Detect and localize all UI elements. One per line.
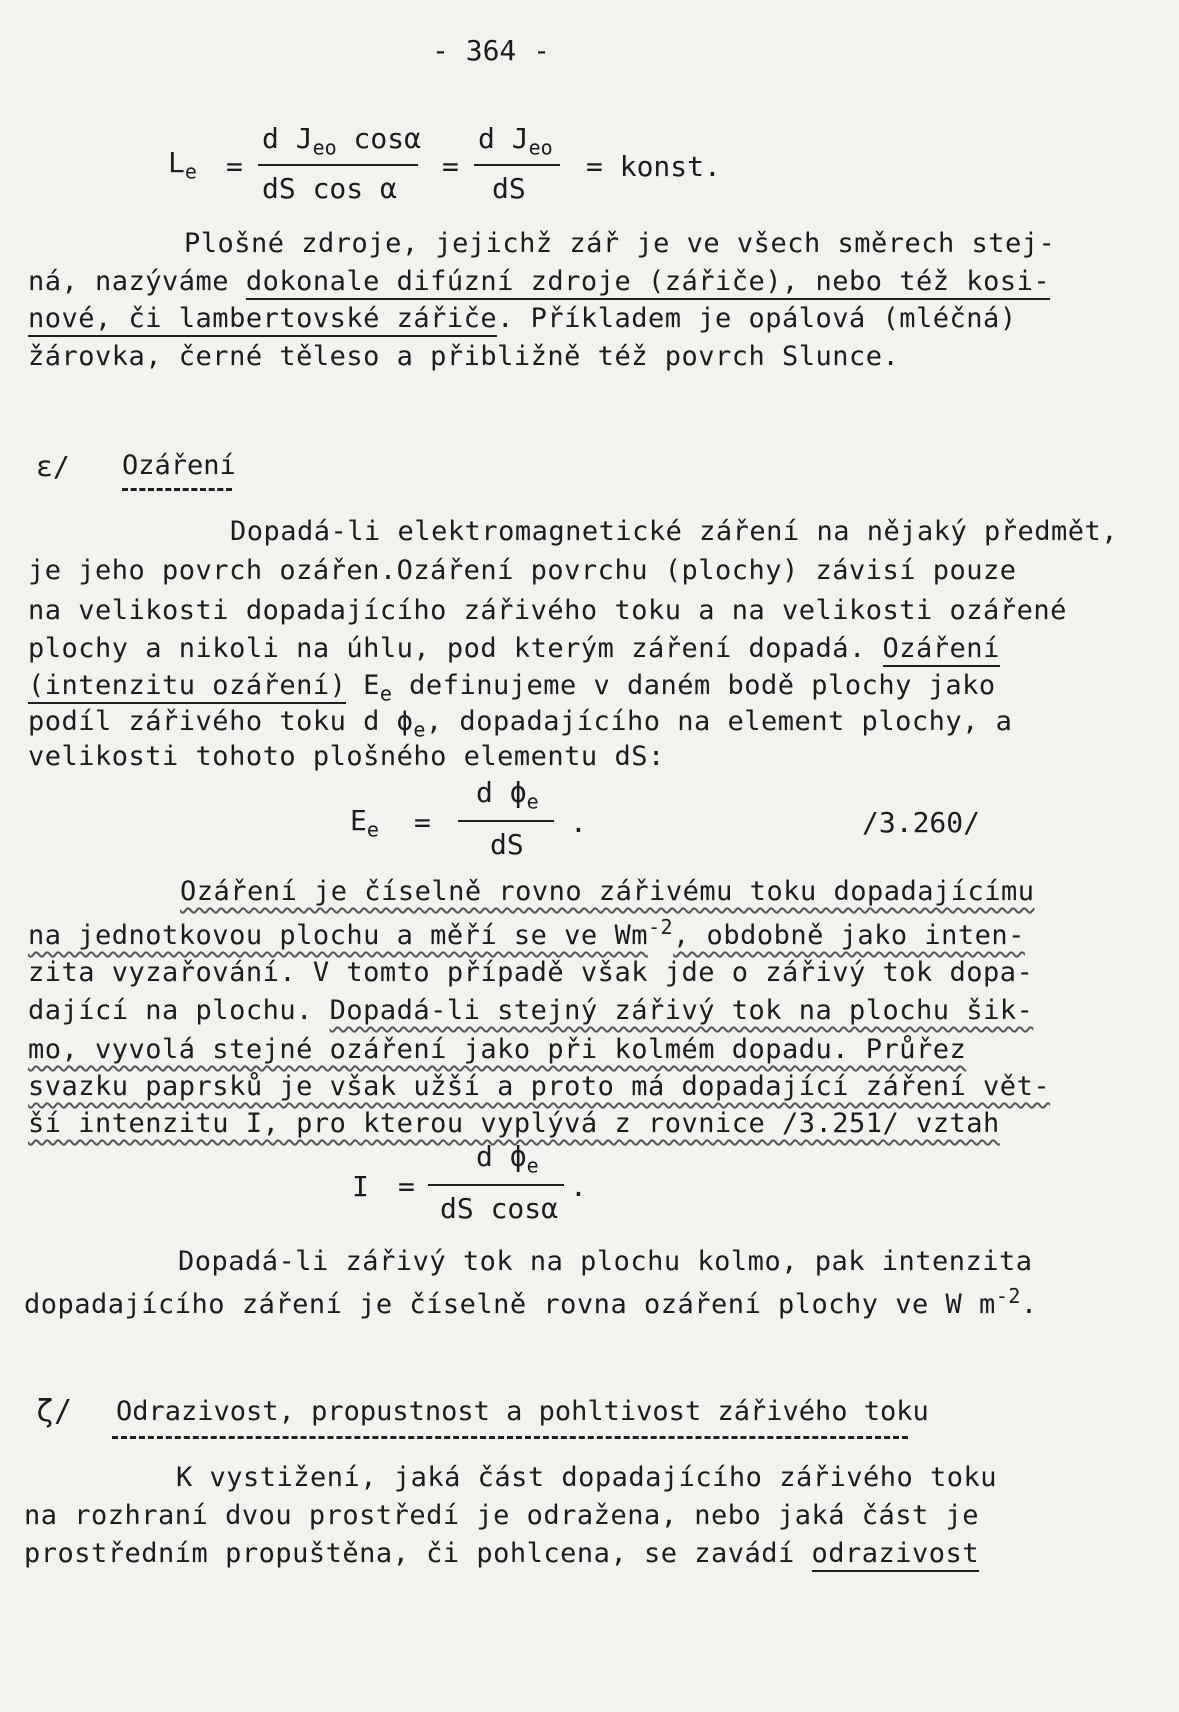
eq260-num-sub: e <box>526 789 539 814</box>
para2-line6-a: podíl zářivého toku d ϕ <box>28 706 414 737</box>
eq-num1: d J <box>262 122 313 155</box>
para2-line4-a: plochy a nikoli na úhlu, pod kterým záření dopadá. <box>28 633 883 664</box>
eq-lhs: L <box>168 146 185 179</box>
eq-num2: d J <box>478 122 529 155</box>
eq260-den: dS <box>490 828 524 861</box>
para5-term-odrazivost: odrazivost <box>812 1538 980 1572</box>
para3-line5-text: mo, vyvolá stejné ozáření jako při kolmém dopadu. Průřez <box>28 1034 967 1065</box>
eq-den2: dS <box>492 172 526 205</box>
para3-line3: zita vyzařování. V tomto případě však jde o zářivý tok dopa- <box>28 957 1034 988</box>
para2-term-ozareni: Ozáření <box>883 633 1000 667</box>
para3-line7 <box>28 1108 1000 1139</box>
para1-line2-a: ná, nazýváme <box>28 266 246 297</box>
para2-line3: na velikosti dopadajícího zářivého toku a na velikosti ozářené <box>28 595 1067 626</box>
para2-symbol-E-sub: e <box>379 681 393 706</box>
para5-line3 <box>24 1538 979 1569</box>
eq-num1-tail: cosα <box>353 122 421 155</box>
eqI-num: d ϕ <box>476 1140 527 1173</box>
para3-line2-b: , obdobně jako inten- <box>673 920 1025 951</box>
eq260-equals: = <box>414 806 431 839</box>
eq-lhs-sub: e <box>184 159 197 184</box>
eq-num2-sub: eo <box>528 135 553 160</box>
para1-line3-b: . Příkladem je opálová (mléčná) <box>497 303 1017 334</box>
para1-line1: Plošné zdroje, jejichž zář je ve všech směrech stej- <box>184 228 1056 259</box>
para3-line6 <box>28 1071 1050 1102</box>
eq260-lhs: E <box>350 804 367 837</box>
para5-line3-a: prostředním propuštěna, či pohlcena, se zavádí <box>24 1538 812 1569</box>
para2-line4 <box>28 633 1000 664</box>
para3-line6-text: svazku paprsků je však užší a proto má dopadající záření vět- <box>28 1071 1051 1102</box>
eq-frac-bar-2 <box>474 164 560 166</box>
para2-line5 <box>28 670 996 705</box>
para2-line7: velikosti tohoto plošného elementu dS: <box>28 741 665 772</box>
para1-line2 <box>28 266 1050 297</box>
eqI-lhs: I <box>352 1170 369 1203</box>
para4-line1: Dopadá-li zářivý tok na plochu kolmo, pak intenzita <box>178 1246 1033 1277</box>
section-e-dash <box>122 488 232 491</box>
section-z-letter: ζ/ <box>36 1394 73 1429</box>
eq-equals-1: = <box>226 150 243 183</box>
para4-line2-sup: -2 <box>995 1284 1021 1308</box>
para1-term-lambert: nové, či lambertovské zářiče <box>28 303 497 337</box>
para2-line6 <box>28 706 1012 741</box>
para3-line4-b: Dopadá-li stejný zářivý tok na plochu šik- <box>329 995 1034 1026</box>
eqI-dot: . <box>570 1170 587 1203</box>
para4-line2-a: dopadajícího záření je číselně rovna ozáření plochy ve W m <box>24 1289 996 1320</box>
para2-term-intenzitu: (intenzitu ozáření) <box>28 670 346 704</box>
para2-symbol-E: E <box>346 670 380 701</box>
para4-line2-b: . <box>1020 1289 1038 1320</box>
eqI-den: dS cosα <box>440 1192 559 1225</box>
para1-line4: žárovka, černé těleso a přibližně též povrch Slunce. <box>28 341 900 372</box>
para4-line2 <box>24 1284 1038 1320</box>
eqI-equals: = <box>398 1170 415 1203</box>
para3-line7-text: ší intenzitu I, pro kterou vyplývá z rovnice /3.251/ vztah <box>28 1108 1000 1139</box>
section-z-title: Odrazivost, propustnost a pohltivost zářivého toku <box>116 1396 929 1427</box>
para1-line3 <box>28 303 1017 334</box>
eq-tail: = konst. <box>586 150 721 183</box>
para2-line6-b: , dopadajícího na element plochy, a <box>425 706 1013 737</box>
eq260-dot: . <box>570 806 587 839</box>
para3-line2-a: na jednotkovou plochu a měří se ve Wm <box>28 920 648 951</box>
eq260-num: d ϕ <box>476 776 527 809</box>
section-e-title: Ozáření <box>122 450 236 481</box>
para3-line5 <box>28 1034 966 1065</box>
eqI-num-sub: e <box>526 1153 539 1178</box>
para3-line2-sup: -2 <box>647 915 674 939</box>
eq-den1: dS cos α <box>262 172 397 205</box>
eq-num1-sub: eo <box>312 135 337 160</box>
para3-line2 <box>28 915 1025 951</box>
para2-line5-c: definujeme v daném bodě plochy jako <box>392 670 996 701</box>
para1-term-diffuse: dokonale difúzní zdroje (zářiče), nebo též kosi- <box>246 266 1050 300</box>
para2-line1: Dopadá-li elektromagnetické záření na nějaký předmět, <box>230 516 1119 547</box>
para5-line2: na rozhraní dvou prostředí je odražena, nebo jaká část je <box>24 1500 980 1531</box>
para5-line1: K vystižení, jaká část dopadajícího zářivého toku <box>176 1462 998 1493</box>
para3-line4-a: dající na plochu. <box>28 995 330 1026</box>
para2-line2: je jeho povrch ozářen.Ozáření povrchu (plochy) závisí pouze <box>28 555 1017 586</box>
page-number: - 364 - <box>432 34 551 67</box>
para2-line6-sub: e <box>413 717 426 742</box>
para3-line1 <box>180 876 1035 907</box>
section-z-dash <box>112 1436 908 1439</box>
section-e-letter: ε/ <box>36 450 70 483</box>
eq-frac-bar-1 <box>258 164 418 166</box>
para3-line4 <box>28 995 1033 1026</box>
eq-equals-2: = <box>442 150 459 183</box>
para3-line1-text: Ozáření je číselně rovno zářivému toku dopadajícímu <box>180 876 1035 907</box>
eq260-lhs-sub: e <box>366 817 379 842</box>
eq260-label: /3.260/ <box>862 806 981 839</box>
eqI-frac-bar <box>428 1184 564 1186</box>
eq260-frac-bar <box>458 820 554 822</box>
